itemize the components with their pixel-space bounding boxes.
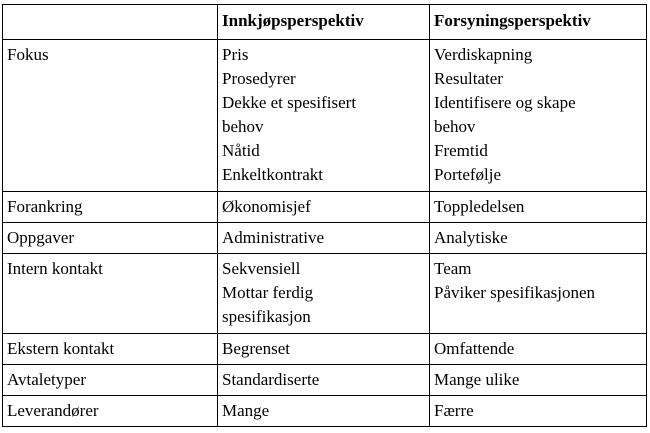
cell-line: Administrative bbox=[222, 228, 324, 247]
cell-line: spesifikasjon bbox=[222, 307, 311, 326]
forsyning-cell bbox=[430, 365, 647, 396]
forsyning-cell bbox=[430, 40, 647, 192]
row-label: Intern kontakt bbox=[3, 254, 218, 334]
table-row bbox=[3, 365, 647, 396]
cell-line: Team bbox=[434, 259, 472, 278]
cell-line: Enkeltkontrakt bbox=[222, 165, 324, 184]
forsyning-cell bbox=[430, 254, 647, 334]
header-forsyning: Forsyningsperspektiv bbox=[430, 5, 647, 40]
innkjop-cell bbox=[218, 365, 430, 396]
cell-line: Standardiserte bbox=[222, 370, 320, 389]
innkjop-cell bbox=[218, 396, 430, 427]
cell-line: Toppledelsen bbox=[434, 197, 525, 216]
cell-line: Prosedyrer bbox=[222, 69, 296, 88]
cell-line: Pris bbox=[222, 45, 249, 64]
innkjop-cell bbox=[218, 334, 430, 365]
cell-line: Portefølje bbox=[434, 165, 502, 184]
cell-line: Påviker spesifikasjonen bbox=[434, 283, 595, 302]
row-label: Forankring bbox=[3, 192, 218, 223]
cell-line: Resultater bbox=[434, 69, 503, 88]
cell-line: Fremtid bbox=[434, 141, 488, 160]
cell-line: Mange bbox=[222, 401, 270, 420]
cell-line: Sekvensiell bbox=[222, 259, 301, 278]
cell-line: Nåtid bbox=[222, 141, 260, 160]
cell-line: Økonomisjef bbox=[222, 197, 311, 216]
table-row bbox=[3, 396, 647, 427]
row-label: Ekstern kontakt bbox=[3, 334, 218, 365]
innkjop-cell bbox=[218, 192, 430, 223]
cell-line: Begrenset bbox=[222, 339, 290, 358]
forsyning-cell bbox=[430, 396, 647, 427]
cell-line: Analytiske bbox=[434, 228, 508, 247]
innkjop-cell bbox=[218, 254, 430, 334]
row-label: Oppgaver bbox=[3, 223, 218, 254]
comparison-table bbox=[2, 4, 647, 427]
cell-line: Verdiskapning bbox=[434, 45, 533, 64]
row-label: Avtaletyper bbox=[3, 365, 218, 396]
table-row bbox=[3, 40, 647, 192]
cell-line: Færre bbox=[434, 401, 474, 420]
table-row bbox=[3, 334, 647, 365]
row-label: Fokus bbox=[3, 40, 218, 192]
header-row bbox=[3, 5, 647, 40]
cell-line: behov bbox=[434, 117, 476, 136]
cell-line: Omfattende bbox=[434, 339, 515, 358]
header-empty bbox=[3, 5, 218, 40]
cell-line: Dekke et spesifisert bbox=[222, 93, 357, 112]
cell-line: Identifisere og skape bbox=[434, 93, 576, 112]
forsyning-cell bbox=[430, 223, 647, 254]
table-row bbox=[3, 254, 647, 334]
header-innkjop: Innkjøpsperspektiv bbox=[218, 5, 430, 40]
innkjop-cell bbox=[218, 40, 430, 192]
table-row bbox=[3, 223, 647, 254]
forsyning-cell bbox=[430, 192, 647, 223]
forsyning-cell bbox=[430, 334, 647, 365]
innkjop-cell bbox=[218, 223, 430, 254]
cell-line: behov bbox=[222, 117, 264, 136]
cell-line: Mottar ferdig bbox=[222, 283, 314, 302]
row-label: Leverandører bbox=[3, 396, 218, 427]
table-row bbox=[3, 192, 647, 223]
cell-line: Mange ulike bbox=[434, 370, 520, 389]
